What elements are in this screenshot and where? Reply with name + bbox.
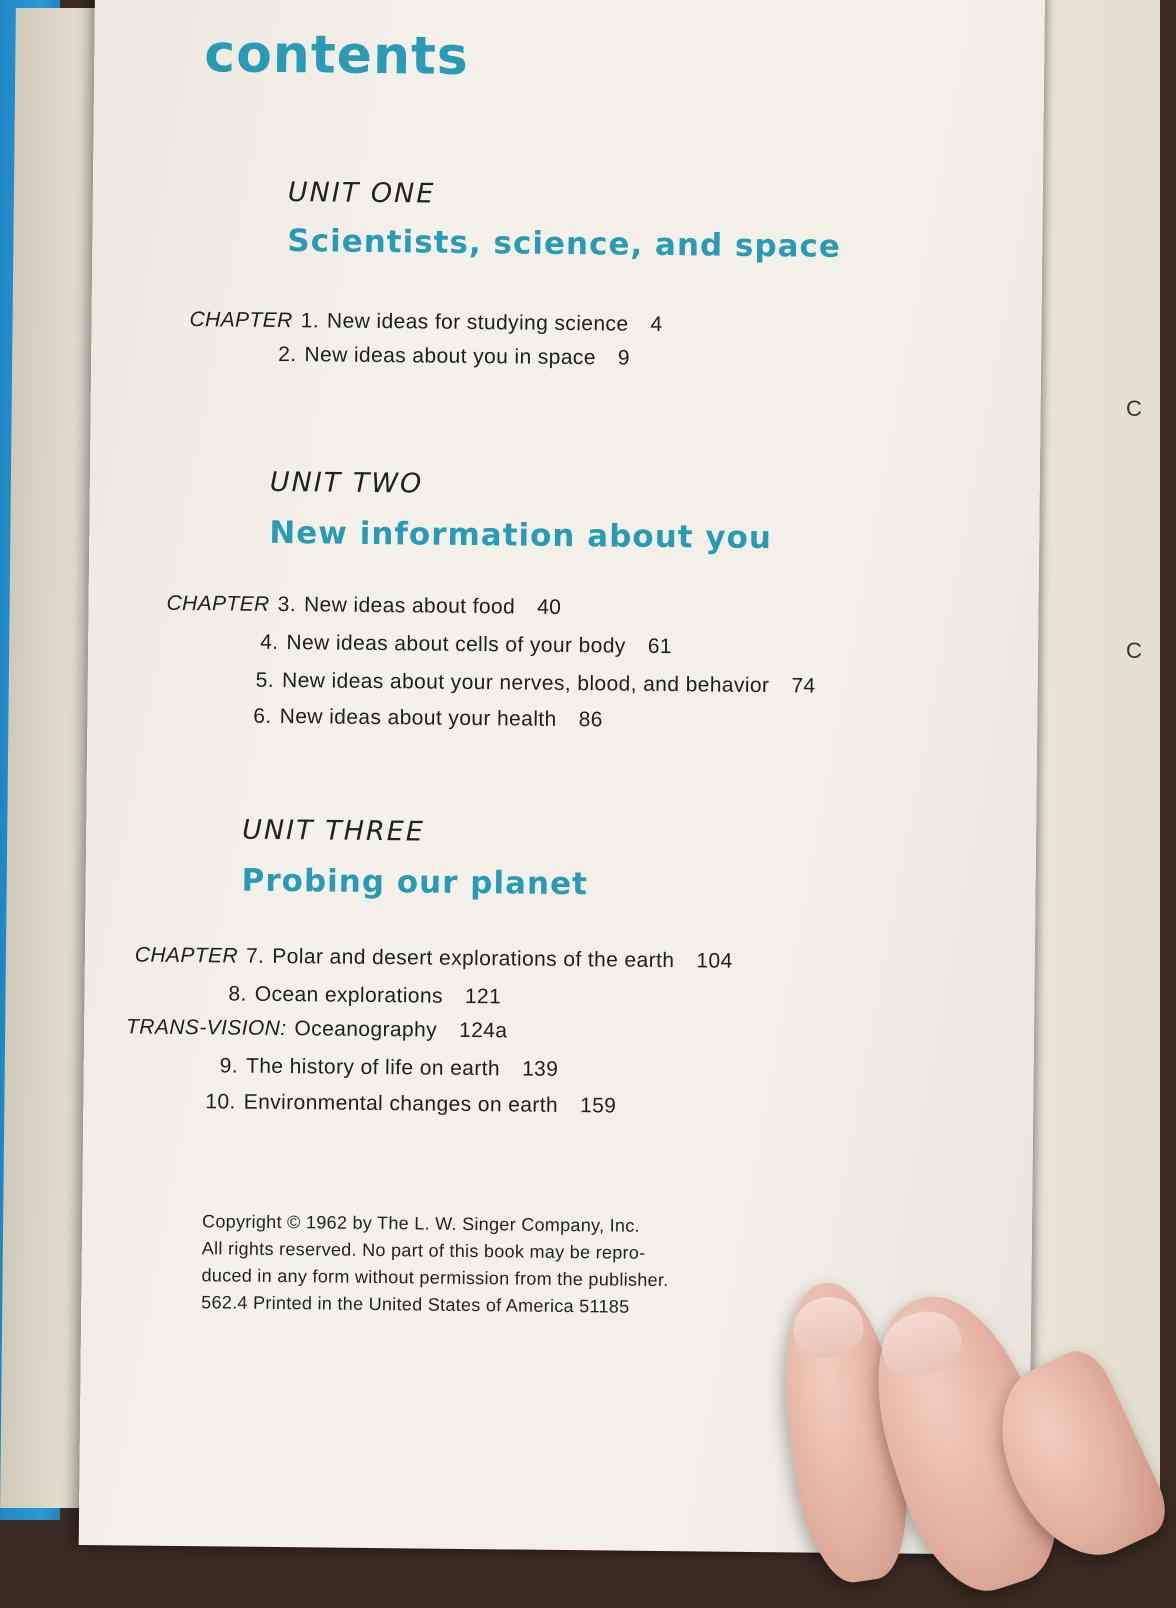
chapter-number: 4. xyxy=(260,630,279,654)
page-number: 139 xyxy=(521,1057,559,1081)
chapter-title: New ideas for studying science xyxy=(326,309,629,336)
chapter-number: 3. xyxy=(277,592,297,617)
toc-entry xyxy=(189,308,662,337)
chapter-title: Ocean explorations xyxy=(254,982,444,1008)
chapter-title: New ideas about cells of your body xyxy=(286,631,626,658)
chapter-title: Polar and desert explorations of the earth xyxy=(272,944,675,973)
page-number: 86 xyxy=(578,708,603,732)
chapter-title: New ideas about food xyxy=(303,593,516,619)
chapter-prefix: CHAPTER xyxy=(166,591,270,616)
unit-label: UNIT ONE xyxy=(287,177,436,210)
chapter-number: 6. xyxy=(253,704,272,728)
chapter-prefix: TRANS-VISION: xyxy=(125,1015,287,1041)
page-number: 74 xyxy=(791,674,816,698)
chapter-title: Oceanography xyxy=(294,1017,438,1042)
chapter-prefix: CHAPTER xyxy=(134,943,239,968)
toc-entry xyxy=(126,1015,508,1043)
page-title: contents xyxy=(203,24,470,87)
chapter-number: 8. xyxy=(228,982,247,1006)
page-number: 61 xyxy=(647,634,673,659)
chapter-number: 7. xyxy=(245,944,265,968)
toc-entry xyxy=(135,943,733,973)
toc-entry xyxy=(253,705,603,733)
page-number: 124a xyxy=(458,1018,508,1043)
unit-title: New information about you xyxy=(269,514,773,557)
copyright-line: Copyright © 1962 by The L. W. Singer Company, Inc. xyxy=(201,1211,640,1236)
copyright-line: All rights reserved. No part of this book may be repro- xyxy=(201,1238,646,1263)
page-number: 4 xyxy=(650,312,663,336)
chapter-number: 10. xyxy=(205,1090,236,1114)
toc-entry xyxy=(166,592,561,620)
page-number: 40 xyxy=(537,595,562,619)
toc-entry xyxy=(205,1090,616,1118)
page-number: 104 xyxy=(696,949,733,973)
chapter-number: 1. xyxy=(300,309,320,333)
toc-entry xyxy=(278,343,630,371)
facing-page-glyph: C xyxy=(1126,396,1142,421)
toc-entry xyxy=(228,982,501,1009)
chapter-number: 2. xyxy=(278,342,297,367)
facing-page-glyph: C xyxy=(1126,638,1142,663)
unit-title: Scientists, science, and space xyxy=(287,223,842,265)
chapter-title: New ideas about your health xyxy=(279,705,557,731)
toc-entry xyxy=(256,669,816,699)
chapter-number: 5. xyxy=(255,668,275,692)
toc-entry xyxy=(220,1054,559,1082)
chapter-title: New ideas about you in space xyxy=(304,343,596,370)
chapter-title: Environmental changes on earth xyxy=(243,1090,559,1117)
unit-title: Probing our planet xyxy=(241,862,589,903)
page-number: 9 xyxy=(617,346,631,370)
copyright-notice xyxy=(201,1208,702,1321)
chapter-prefix: CHAPTER xyxy=(189,308,293,333)
chapter-title: New ideas about your nerves, blood, and behavior xyxy=(281,669,770,698)
chapter-title: The history of life on earth xyxy=(245,1054,501,1081)
toc-entry xyxy=(260,631,672,659)
page-number: 121 xyxy=(464,984,502,1009)
unit-label: UNIT TWO xyxy=(269,466,424,500)
page-number: 159 xyxy=(579,1094,617,1118)
unit-label: UNIT THREE xyxy=(242,814,426,848)
copyright-line: 562.4 Printed in the United States of America 51185 xyxy=(201,1292,630,1317)
fingernail xyxy=(789,1293,867,1362)
copyright-line: duced in any form without permission from the publisher. xyxy=(201,1265,669,1291)
chapter-number: 9. xyxy=(219,1054,239,1078)
